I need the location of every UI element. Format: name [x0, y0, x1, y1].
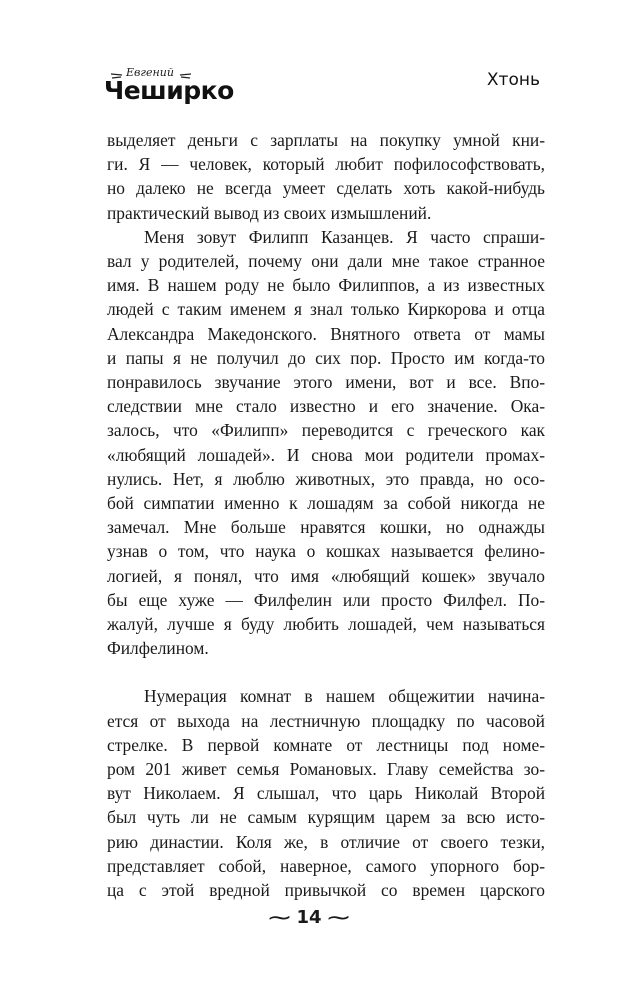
text-line: стрелке. В первой комнате от лестницы под номе- — [107, 734, 545, 755]
text-line: рию династии. Коля же, в отличие от своего тезки, — [107, 831, 545, 852]
text-line: Александра Македонского. Внятного ответа от мамы — [107, 323, 545, 344]
text-line: был чуть ли не самым курящим царем за всю исто- — [107, 807, 545, 828]
page-number: 14 — [296, 907, 322, 928]
text-line: но далеко не всегда умеет сделать хоть какой-нибудь — [107, 178, 545, 199]
text-line: узнав о том, что наука о кошках называется фелино- — [107, 541, 545, 562]
section-gap — [107, 660, 545, 684]
text-line: логией, я понял, что имя «любящий кошек» звучало — [107, 565, 545, 586]
text-line: людей с таким именем я знал только Киркорова и отца — [107, 299, 545, 320]
text-line: ги. Я — человек, который любит пофилософствовать, — [107, 154, 545, 175]
text-line: бой симпатии именно к лошадям за собой никогда не — [107, 493, 545, 514]
text-line: выделяет деньги с зарплаты на покупку умной кни- — [107, 130, 545, 150]
text-line: залось, что «Филипп» переводится с греческого как — [107, 420, 545, 441]
text-line: бы еще хуже — Филфелин или просто Филфел. По- — [107, 589, 545, 610]
text-line: практический вывод из своих измышлений. — [107, 202, 432, 223]
text-line: Меня зовут Филипп Казанцев. Я часто спраши- — [144, 226, 545, 247]
text-line: вал у родителей, почему они дали мне такое странное — [107, 251, 545, 272]
text-line: «любящий лошадей». И снова мои родители промах- — [107, 444, 545, 465]
text-line: Филфелином. — [107, 638, 209, 659]
running-title: Хтонь — [486, 70, 540, 90]
text-line: представляет собой, наверное, самого упорного бор- — [107, 855, 545, 876]
publisher-logo — [104, 66, 234, 112]
body-text — [107, 128, 545, 902]
text-line: ется от выхода на лестничную площадку по часовой — [107, 710, 545, 731]
text-line: имя. В нашем роду не было Филиппов, а из известных — [107, 275, 545, 296]
text-line: ца с этой вредной привычкой со времен царского — [107, 880, 545, 901]
ornament-left: ⁓ — [268, 906, 291, 931]
text-line: понравилось звучание этого имени, вот и все. Впо- — [107, 372, 545, 393]
text-line: жалуй, лучше я буду любить лошадей, чем называться — [107, 614, 545, 635]
ornament-right: ⁓ — [327, 906, 350, 931]
text-line: замечал. Мне больше нравятся кошки, но однажды — [107, 517, 545, 538]
text-line: следствии мне стало известно и его значение. Ока- — [107, 396, 545, 417]
text-line: Нумерация комнат в нашем общежитии начина- — [144, 686, 545, 707]
logo-small-text: Евгений — [126, 66, 174, 79]
text-line: ром 201 живет семья Романовых. Главу семейства зо- — [107, 759, 545, 780]
logo-big-text: Чеширко — [104, 76, 234, 105]
text-line: и папы я не получил до сих пор. Просто им когда-то — [107, 347, 545, 368]
text-line: нулись. Нет, я люблю животных, это правда, но осо- — [107, 468, 545, 489]
text-line: вут Николаем. Я слышал, что царь Николай Второй — [107, 783, 545, 804]
page-footer — [0, 906, 618, 931]
